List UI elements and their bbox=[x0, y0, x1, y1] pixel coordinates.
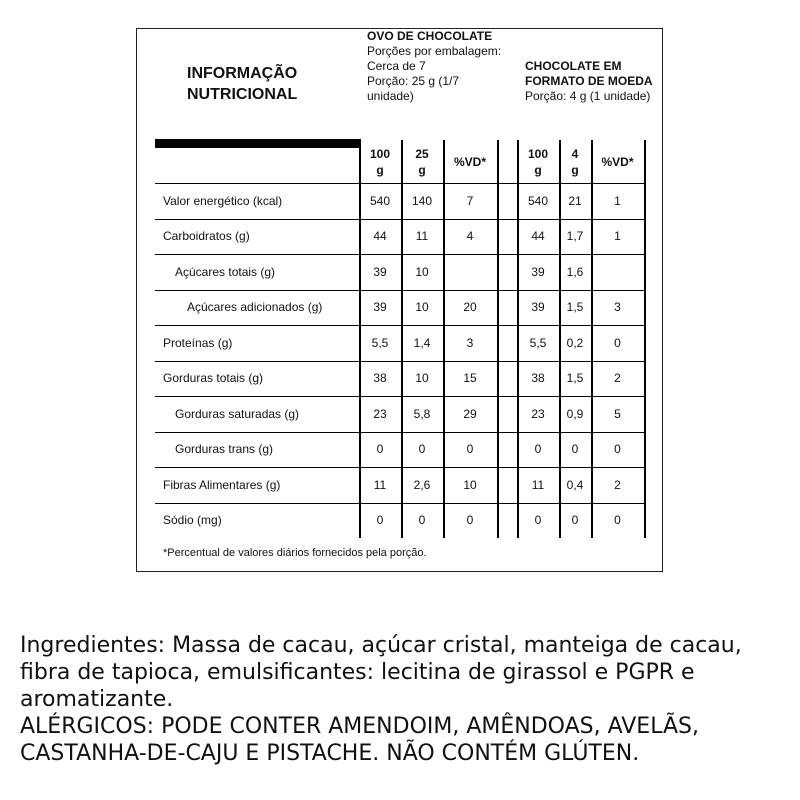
product2-header bbox=[525, 59, 655, 104]
nutrient-value: 0 bbox=[376, 442, 384, 457]
allergens-text: ALÉRGICOS: PODE CONTER AMENDOIM, AMÊNDOAS, AVELÃS, CASTANHA-DE-CAJU E PISTACHE. NÃO CONTÉM GLÚTEN. bbox=[20, 714, 699, 766]
nutrient-value: 5,8 bbox=[413, 406, 431, 421]
column-header: 25 g bbox=[415, 146, 429, 177]
column-header: 4 g bbox=[571, 146, 579, 177]
nutrient-value: 2 bbox=[614, 477, 621, 492]
nutrient-value: 0 bbox=[614, 442, 621, 457]
ingredients-text: Ingredientes: Massa de cacau, açúcar cristal, manteiga de cacau, fibra de tapioca, emulsificantes: lecitina de girassol e PGPR e aromatizante. bbox=[20, 633, 742, 712]
nutrient-value: 0 bbox=[571, 513, 579, 528]
nutrient-value: 0 bbox=[614, 335, 621, 350]
nutrient-value: 44 bbox=[373, 229, 387, 244]
nutrient-label: Gorduras trans (g) bbox=[175, 442, 274, 457]
nutrient-value: 10 bbox=[415, 371, 429, 386]
table-column-rule bbox=[644, 140, 646, 538]
nutrient-value: 0 bbox=[466, 513, 474, 528]
nutrient-value: 0 bbox=[376, 513, 384, 528]
nutrient-value: 20 bbox=[463, 300, 477, 315]
nutrient-value: 1,6 bbox=[566, 264, 584, 279]
column-header: 100 g bbox=[527, 146, 549, 177]
nutrient-value: 38 bbox=[531, 371, 545, 386]
nutrient-value: 5,5 bbox=[529, 335, 547, 350]
nutrient-value: 29 bbox=[463, 406, 477, 421]
nutrient-value: 0,4 bbox=[566, 477, 584, 492]
nutrient-value: 5 bbox=[614, 406, 621, 421]
nutrient-value: 11 bbox=[531, 477, 545, 492]
nutrient-value: 39 bbox=[531, 264, 545, 279]
label-title: INFORMAÇÃO NUTRICIONAL bbox=[187, 65, 298, 103]
nutrient-value: 39 bbox=[373, 300, 387, 315]
product1-portion: Porção: 25 g (1/7 unidade) bbox=[367, 74, 460, 103]
nutrient-value: 10 bbox=[415, 264, 429, 279]
nutrient-value bbox=[443, 254, 497, 290]
product1-header bbox=[367, 29, 507, 104]
nutrient-value: 0 bbox=[571, 442, 579, 457]
nutrient-value: 0 bbox=[534, 442, 542, 457]
nutrient-value: 1,5 bbox=[566, 371, 584, 386]
product1-name: OVO DE CHOCOLATE bbox=[367, 29, 493, 43]
nutrient-value: 1 bbox=[614, 229, 621, 244]
ingredients-section bbox=[20, 632, 790, 767]
nutrient-value: 1 bbox=[614, 193, 621, 208]
nutrient-label: Sódio (mg) bbox=[163, 513, 222, 528]
nutrient-value: 1,5 bbox=[566, 300, 584, 315]
nutrient-value: 0 bbox=[614, 513, 621, 528]
nutrient-label: Carboidratos (g) bbox=[163, 229, 250, 244]
nutrient-value: 7 bbox=[466, 193, 474, 208]
product2-portion: Porção: 4 g (1 unidade) bbox=[525, 89, 651, 103]
nutrient-value: 2 bbox=[614, 371, 621, 386]
nutrient-value: 4 bbox=[466, 229, 474, 244]
nutrient-value: 0,2 bbox=[566, 335, 584, 350]
nutrient-value: 38 bbox=[373, 371, 387, 386]
product1-servings: Porções por embalagem: Cerca de 7 bbox=[367, 44, 502, 73]
nutrient-value: 0,9 bbox=[566, 406, 584, 421]
nutrient-value: 11 bbox=[373, 477, 387, 492]
nutrient-value: 23 bbox=[373, 406, 387, 421]
nutrient-value: 0 bbox=[534, 513, 542, 528]
nutrient-value: 21 bbox=[568, 193, 582, 208]
nutrient-value: 1,4 bbox=[413, 335, 431, 350]
column-header: %VD* bbox=[601, 154, 634, 169]
nutrient-value: 15 bbox=[463, 371, 477, 386]
column-header: 100 g bbox=[369, 146, 391, 177]
nutrient-value: 140 bbox=[411, 193, 433, 208]
nutrient-value: 1,7 bbox=[566, 229, 584, 244]
nutrient-value: 540 bbox=[527, 193, 549, 208]
nutrient-label: Valor energético (kcal) bbox=[163, 193, 283, 208]
nutrient-value: 39 bbox=[531, 300, 545, 315]
nutrient-label: Açúcares adicionados (g) bbox=[187, 300, 323, 315]
nutrient-label: Gorduras totais (g) bbox=[163, 371, 264, 386]
nutrient-value: 540 bbox=[369, 193, 391, 208]
nutrient-label: Fibras Alimentares (g) bbox=[163, 477, 281, 492]
column-header: %VD* bbox=[453, 154, 486, 169]
nutrient-value: 10 bbox=[415, 300, 429, 315]
nutrient-value: 11 bbox=[415, 229, 429, 244]
nutrient-value: 0 bbox=[418, 513, 426, 528]
nutrient-value: 10 bbox=[463, 477, 477, 492]
footnote: *Percentual de valores diários fornecidos pela porção. bbox=[163, 547, 427, 559]
nutrient-value: 3 bbox=[466, 335, 474, 350]
table-column-rule bbox=[497, 140, 499, 538]
nutrient-label: Proteínas (g) bbox=[163, 335, 233, 350]
nutrient-label: Açúcares totais (g) bbox=[175, 264, 276, 279]
nutrient-value: 3 bbox=[614, 300, 621, 315]
nutrient-value: 2,6 bbox=[413, 477, 431, 492]
product2-name: CHOCOLATE EM FORMATO DE MOEDA bbox=[525, 59, 653, 88]
title-divider-bar bbox=[155, 139, 361, 148]
nutrient-value: 0 bbox=[418, 442, 426, 457]
nutrient-value bbox=[591, 254, 644, 290]
nutrient-value: 39 bbox=[373, 264, 387, 279]
nutrition-label bbox=[136, 28, 663, 572]
nutrient-value: 0 bbox=[466, 442, 474, 457]
nutrient-value: 5,5 bbox=[371, 335, 389, 350]
nutrient-label: Gorduras saturadas (g) bbox=[175, 406, 300, 421]
nutrient-value: 23 bbox=[531, 406, 545, 421]
nutrient-value: 44 bbox=[531, 229, 545, 244]
